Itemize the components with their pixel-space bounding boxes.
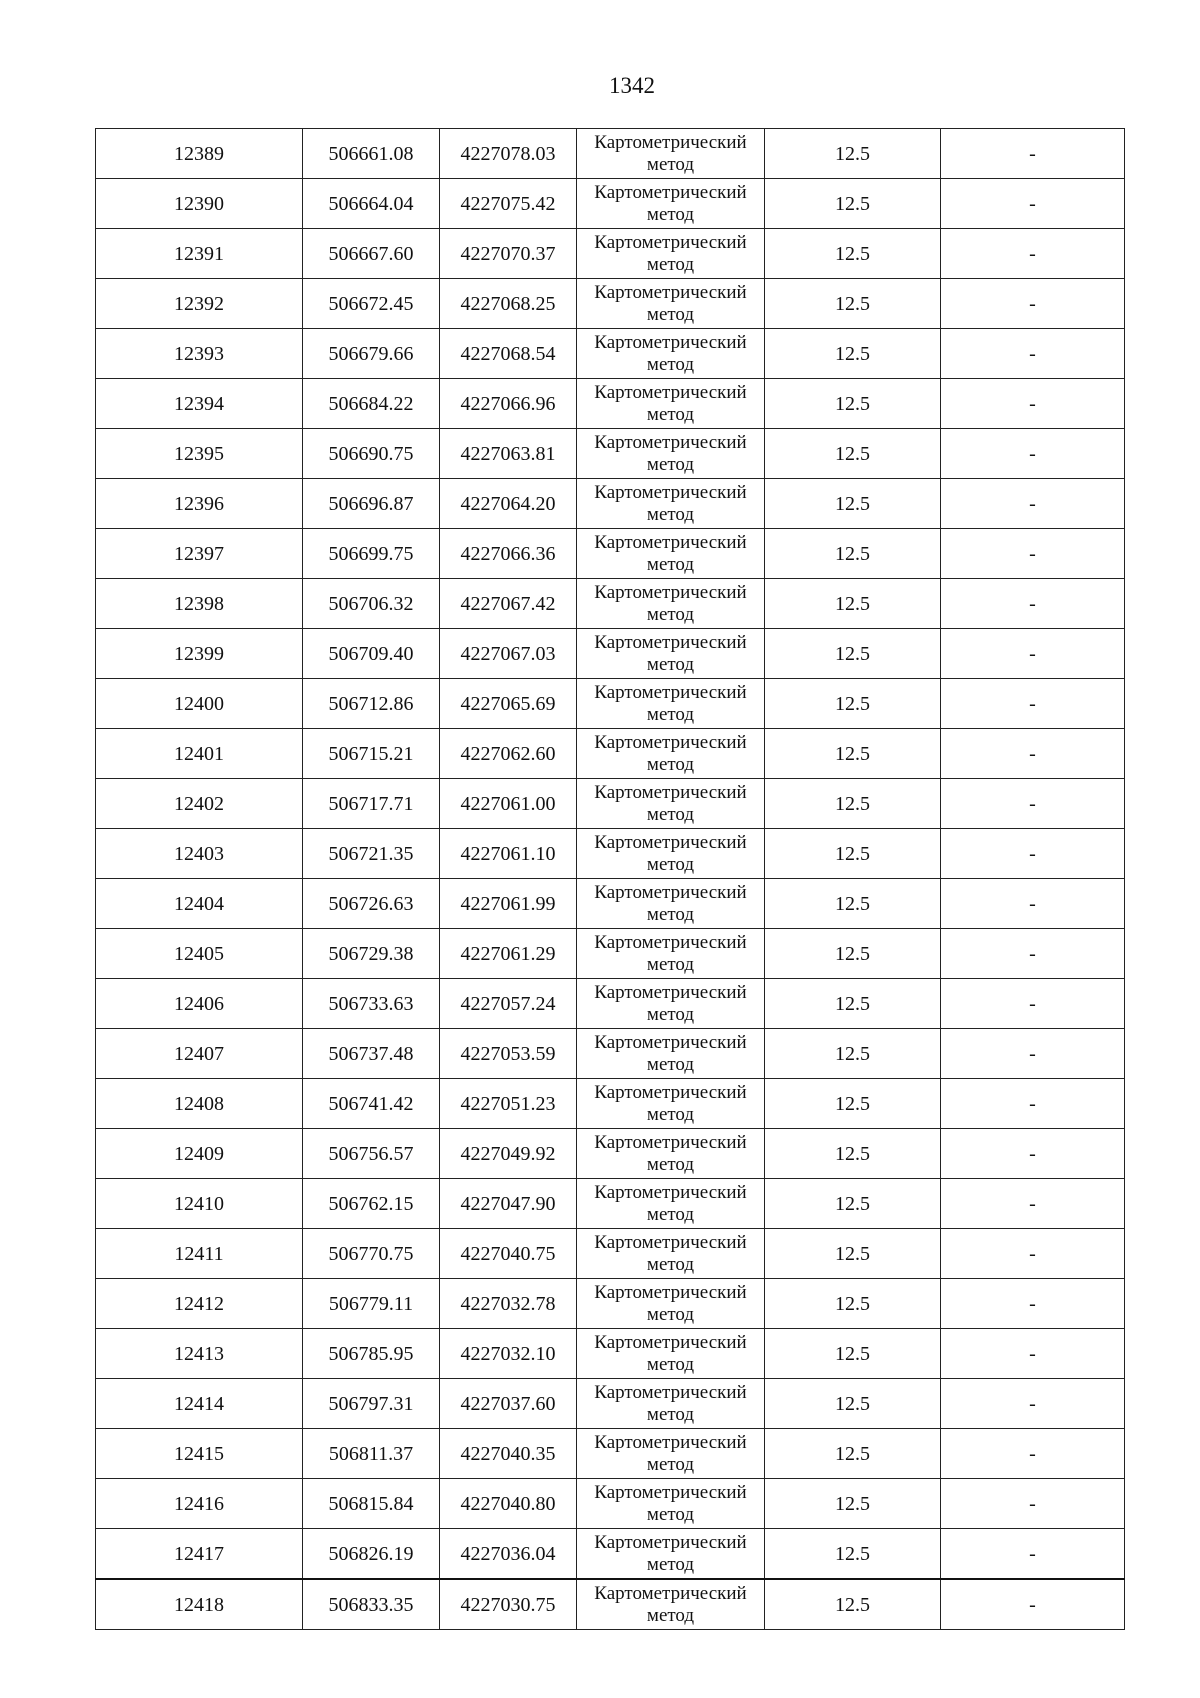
y-coordinate-cell: 4227075.42 <box>440 179 577 229</box>
method-cell: Картометрический метод <box>577 329 765 379</box>
table-row <box>96 679 1125 729</box>
note-cell: - <box>941 1179 1125 1229</box>
table-row <box>96 729 1125 779</box>
method-cell: Картометрический метод <box>577 679 765 729</box>
x-coordinate-cell: 506664.04 <box>303 179 440 229</box>
note-cell: - <box>941 1429 1125 1479</box>
note-cell: - <box>941 579 1125 629</box>
method-cell: Картометрический метод <box>577 1429 765 1479</box>
x-coordinate-cell: 506696.87 <box>303 479 440 529</box>
accuracy-cell: 12.5 <box>765 1479 941 1529</box>
x-coordinate-cell: 506762.15 <box>303 1179 440 1229</box>
table-row <box>96 979 1125 1029</box>
table-row <box>96 379 1125 429</box>
note-cell: - <box>941 1479 1125 1529</box>
accuracy-cell: 12.5 <box>765 179 941 229</box>
point-number-cell: 12399 <box>96 629 303 679</box>
y-coordinate-cell: 4227070.37 <box>440 229 577 279</box>
note-cell: - <box>941 629 1125 679</box>
y-coordinate-cell: 4227061.10 <box>440 829 577 879</box>
y-coordinate-cell: 4227051.23 <box>440 1079 577 1129</box>
method-cell: Картометрический метод <box>577 229 765 279</box>
y-coordinate-cell: 4227030.75 <box>440 1579 577 1630</box>
x-coordinate-cell: 506785.95 <box>303 1329 440 1379</box>
accuracy-cell: 12.5 <box>765 1179 941 1229</box>
x-coordinate-cell: 506779.11 <box>303 1279 440 1329</box>
x-coordinate-cell: 506706.32 <box>303 579 440 629</box>
coordinates-table-body <box>96 129 1125 1630</box>
accuracy-cell: 12.5 <box>765 479 941 529</box>
x-coordinate-cell: 506726.63 <box>303 879 440 929</box>
x-coordinate-cell: 506679.66 <box>303 329 440 379</box>
accuracy-cell: 12.5 <box>765 129 941 179</box>
x-coordinate-cell: 506737.48 <box>303 1029 440 1079</box>
point-number-cell: 12408 <box>96 1079 303 1129</box>
table-row <box>96 1479 1125 1529</box>
y-coordinate-cell: 4227040.35 <box>440 1429 577 1479</box>
table-row <box>96 1129 1125 1179</box>
note-cell: - <box>941 329 1125 379</box>
note-cell: - <box>941 679 1125 729</box>
accuracy-cell: 12.5 <box>765 1329 941 1379</box>
y-coordinate-cell: 4227036.04 <box>440 1529 577 1580</box>
method-cell: Картометрический метод <box>577 279 765 329</box>
y-coordinate-cell: 4227064.20 <box>440 479 577 529</box>
point-number-cell: 12400 <box>96 679 303 729</box>
note-cell: - <box>941 379 1125 429</box>
point-number-cell: 12418 <box>96 1579 303 1630</box>
accuracy-cell: 12.5 <box>765 1229 941 1279</box>
x-coordinate-cell: 506721.35 <box>303 829 440 879</box>
note-cell: - <box>941 979 1125 1029</box>
coordinates-table <box>95 128 1125 1630</box>
x-coordinate-cell: 506797.31 <box>303 1379 440 1429</box>
accuracy-cell: 12.5 <box>765 329 941 379</box>
table-row <box>96 1379 1125 1429</box>
point-number-cell: 12412 <box>96 1279 303 1329</box>
x-coordinate-cell: 506672.45 <box>303 279 440 329</box>
method-cell: Картометрический метод <box>577 829 765 879</box>
point-number-cell: 12402 <box>96 779 303 829</box>
table-row <box>96 879 1125 929</box>
accuracy-cell: 12.5 <box>765 679 941 729</box>
method-cell: Картометрический метод <box>577 429 765 479</box>
accuracy-cell: 12.5 <box>765 929 941 979</box>
method-cell: Картометрический метод <box>577 879 765 929</box>
y-coordinate-cell: 4227057.24 <box>440 979 577 1029</box>
point-number-cell: 12396 <box>96 479 303 529</box>
method-cell: Картометрический метод <box>577 1329 765 1379</box>
method-cell: Картометрический метод <box>577 379 765 429</box>
note-cell: - <box>941 729 1125 779</box>
method-cell: Картометрический метод <box>577 1479 765 1529</box>
accuracy-cell: 12.5 <box>765 1129 941 1179</box>
accuracy-cell: 12.5 <box>765 1279 941 1329</box>
point-number-cell: 12415 <box>96 1429 303 1479</box>
method-cell: Картометрический метод <box>577 1529 765 1580</box>
method-cell: Картометрический метод <box>577 1029 765 1079</box>
note-cell: - <box>941 1329 1125 1379</box>
point-number-cell: 12410 <box>96 1179 303 1229</box>
table-row <box>96 179 1125 229</box>
accuracy-cell: 12.5 <box>765 729 941 779</box>
accuracy-cell: 12.5 <box>765 1079 941 1129</box>
point-number-cell: 12407 <box>96 1029 303 1079</box>
note-cell: - <box>941 1229 1125 1279</box>
point-number-cell: 12401 <box>96 729 303 779</box>
y-coordinate-cell: 4227062.60 <box>440 729 577 779</box>
accuracy-cell: 12.5 <box>765 279 941 329</box>
x-coordinate-cell: 506741.42 <box>303 1079 440 1129</box>
table-row <box>96 1179 1125 1229</box>
point-number-cell: 12394 <box>96 379 303 429</box>
note-cell: - <box>941 279 1125 329</box>
table-row <box>96 1229 1125 1279</box>
point-number-cell: 12417 <box>96 1529 303 1580</box>
x-coordinate-cell: 506770.75 <box>303 1229 440 1279</box>
note-cell: - <box>941 1379 1125 1429</box>
note-cell: - <box>941 179 1125 229</box>
table-row <box>96 1029 1125 1079</box>
point-number-cell: 12404 <box>96 879 303 929</box>
note-cell: - <box>941 1529 1125 1580</box>
table-row <box>96 1079 1125 1129</box>
y-coordinate-cell: 4227066.96 <box>440 379 577 429</box>
table-row <box>96 1529 1125 1580</box>
table-row <box>96 579 1125 629</box>
method-cell: Картометрический метод <box>577 1229 765 1279</box>
note-cell: - <box>941 879 1125 929</box>
method-cell: Картометрический метод <box>577 1379 765 1429</box>
method-cell: Картометрический метод <box>577 179 765 229</box>
x-coordinate-cell: 506756.57 <box>303 1129 440 1179</box>
y-coordinate-cell: 4227061.00 <box>440 779 577 829</box>
x-coordinate-cell: 506717.71 <box>303 779 440 829</box>
method-cell: Картометрический метод <box>577 779 765 829</box>
accuracy-cell: 12.5 <box>765 629 941 679</box>
method-cell: Картометрический метод <box>577 479 765 529</box>
accuracy-cell: 12.5 <box>765 1429 941 1479</box>
y-coordinate-cell: 4227047.90 <box>440 1179 577 1229</box>
method-cell: Картометрический метод <box>577 629 765 679</box>
point-number-cell: 12403 <box>96 829 303 879</box>
y-coordinate-cell: 4227068.25 <box>440 279 577 329</box>
table-row <box>96 1579 1125 1630</box>
method-cell: Картометрический метод <box>577 979 765 1029</box>
y-coordinate-cell: 4227067.03 <box>440 629 577 679</box>
y-coordinate-cell: 4227040.80 <box>440 1479 577 1529</box>
point-number-cell: 12393 <box>96 329 303 379</box>
accuracy-cell: 12.5 <box>765 579 941 629</box>
accuracy-cell: 12.5 <box>765 1029 941 1079</box>
table-row <box>96 129 1125 179</box>
method-cell: Картометрический метод <box>577 529 765 579</box>
table-row <box>96 479 1125 529</box>
y-coordinate-cell: 4227078.03 <box>440 129 577 179</box>
x-coordinate-cell: 506833.35 <box>303 1579 440 1630</box>
table-row <box>96 1279 1125 1329</box>
y-coordinate-cell: 4227065.69 <box>440 679 577 729</box>
table-row <box>96 1429 1125 1479</box>
table-row <box>96 929 1125 979</box>
accuracy-cell: 12.5 <box>765 779 941 829</box>
method-cell: Картометрический метод <box>577 1179 765 1229</box>
accuracy-cell: 12.5 <box>765 1579 941 1630</box>
accuracy-cell: 12.5 <box>765 379 941 429</box>
table-row <box>96 779 1125 829</box>
accuracy-cell: 12.5 <box>765 1379 941 1429</box>
method-cell: Картометрический метод <box>577 1129 765 1179</box>
y-coordinate-cell: 4227040.75 <box>440 1229 577 1279</box>
note-cell: - <box>941 479 1125 529</box>
point-number-cell: 12414 <box>96 1379 303 1429</box>
point-number-cell: 12389 <box>96 129 303 179</box>
note-cell: - <box>941 1279 1125 1329</box>
point-number-cell: 12398 <box>96 579 303 629</box>
x-coordinate-cell: 506811.37 <box>303 1429 440 1479</box>
x-coordinate-cell: 506684.22 <box>303 379 440 429</box>
accuracy-cell: 12.5 <box>765 229 941 279</box>
accuracy-cell: 12.5 <box>765 829 941 879</box>
x-coordinate-cell: 506815.84 <box>303 1479 440 1529</box>
point-number-cell: 12413 <box>96 1329 303 1379</box>
page-number: 1342 <box>609 73 655 98</box>
y-coordinate-cell: 4227032.78 <box>440 1279 577 1329</box>
y-coordinate-cell: 4227037.60 <box>440 1379 577 1429</box>
y-coordinate-cell: 4227067.42 <box>440 579 577 629</box>
accuracy-cell: 12.5 <box>765 1529 941 1580</box>
y-coordinate-cell: 4227053.59 <box>440 1029 577 1079</box>
note-cell: - <box>941 229 1125 279</box>
x-coordinate-cell: 506712.86 <box>303 679 440 729</box>
note-cell: - <box>941 779 1125 829</box>
y-coordinate-cell: 4227061.29 <box>440 929 577 979</box>
point-number-cell: 12391 <box>96 229 303 279</box>
accuracy-cell: 12.5 <box>765 529 941 579</box>
x-coordinate-cell: 506709.40 <box>303 629 440 679</box>
note-cell: - <box>941 429 1125 479</box>
x-coordinate-cell: 506699.75 <box>303 529 440 579</box>
method-cell: Картометрический метод <box>577 1079 765 1129</box>
note-cell: - <box>941 1079 1125 1129</box>
x-coordinate-cell: 506826.19 <box>303 1529 440 1580</box>
point-number-cell: 12397 <box>96 529 303 579</box>
table-row <box>96 629 1125 679</box>
note-cell: - <box>941 829 1125 879</box>
table-row <box>96 229 1125 279</box>
accuracy-cell: 12.5 <box>765 879 941 929</box>
y-coordinate-cell: 4227066.36 <box>440 529 577 579</box>
table-row <box>96 1329 1125 1379</box>
note-cell: - <box>941 1579 1125 1630</box>
table-row <box>96 429 1125 479</box>
table-row <box>96 329 1125 379</box>
x-coordinate-cell: 506715.21 <box>303 729 440 779</box>
x-coordinate-cell: 506690.75 <box>303 429 440 479</box>
point-number-cell: 12406 <box>96 979 303 1029</box>
y-coordinate-cell: 4227032.10 <box>440 1329 577 1379</box>
point-number-cell: 12390 <box>96 179 303 229</box>
accuracy-cell: 12.5 <box>765 429 941 479</box>
x-coordinate-cell: 506661.08 <box>303 129 440 179</box>
method-cell: Картометрический метод <box>577 1279 765 1329</box>
method-cell: Картометрический метод <box>577 1579 765 1630</box>
x-coordinate-cell: 506667.60 <box>303 229 440 279</box>
point-number-cell: 12392 <box>96 279 303 329</box>
table-row <box>96 829 1125 879</box>
note-cell: - <box>941 1029 1125 1079</box>
point-number-cell: 12411 <box>96 1229 303 1279</box>
table-row <box>96 529 1125 579</box>
x-coordinate-cell: 506733.63 <box>303 979 440 1029</box>
point-number-cell: 12395 <box>96 429 303 479</box>
method-cell: Картометрический метод <box>577 579 765 629</box>
point-number-cell: 12405 <box>96 929 303 979</box>
y-coordinate-cell: 4227063.81 <box>440 429 577 479</box>
point-number-cell: 12409 <box>96 1129 303 1179</box>
note-cell: - <box>941 1129 1125 1179</box>
method-cell: Картометрический метод <box>577 929 765 979</box>
table-row <box>96 279 1125 329</box>
y-coordinate-cell: 4227049.92 <box>440 1129 577 1179</box>
x-coordinate-cell: 506729.38 <box>303 929 440 979</box>
y-coordinate-cell: 4227068.54 <box>440 329 577 379</box>
method-cell: Картометрический метод <box>577 129 765 179</box>
note-cell: - <box>941 129 1125 179</box>
accuracy-cell: 12.5 <box>765 979 941 1029</box>
note-cell: - <box>941 929 1125 979</box>
method-cell: Картометрический метод <box>577 729 765 779</box>
y-coordinate-cell: 4227061.99 <box>440 879 577 929</box>
note-cell: - <box>941 529 1125 579</box>
point-number-cell: 12416 <box>96 1479 303 1529</box>
